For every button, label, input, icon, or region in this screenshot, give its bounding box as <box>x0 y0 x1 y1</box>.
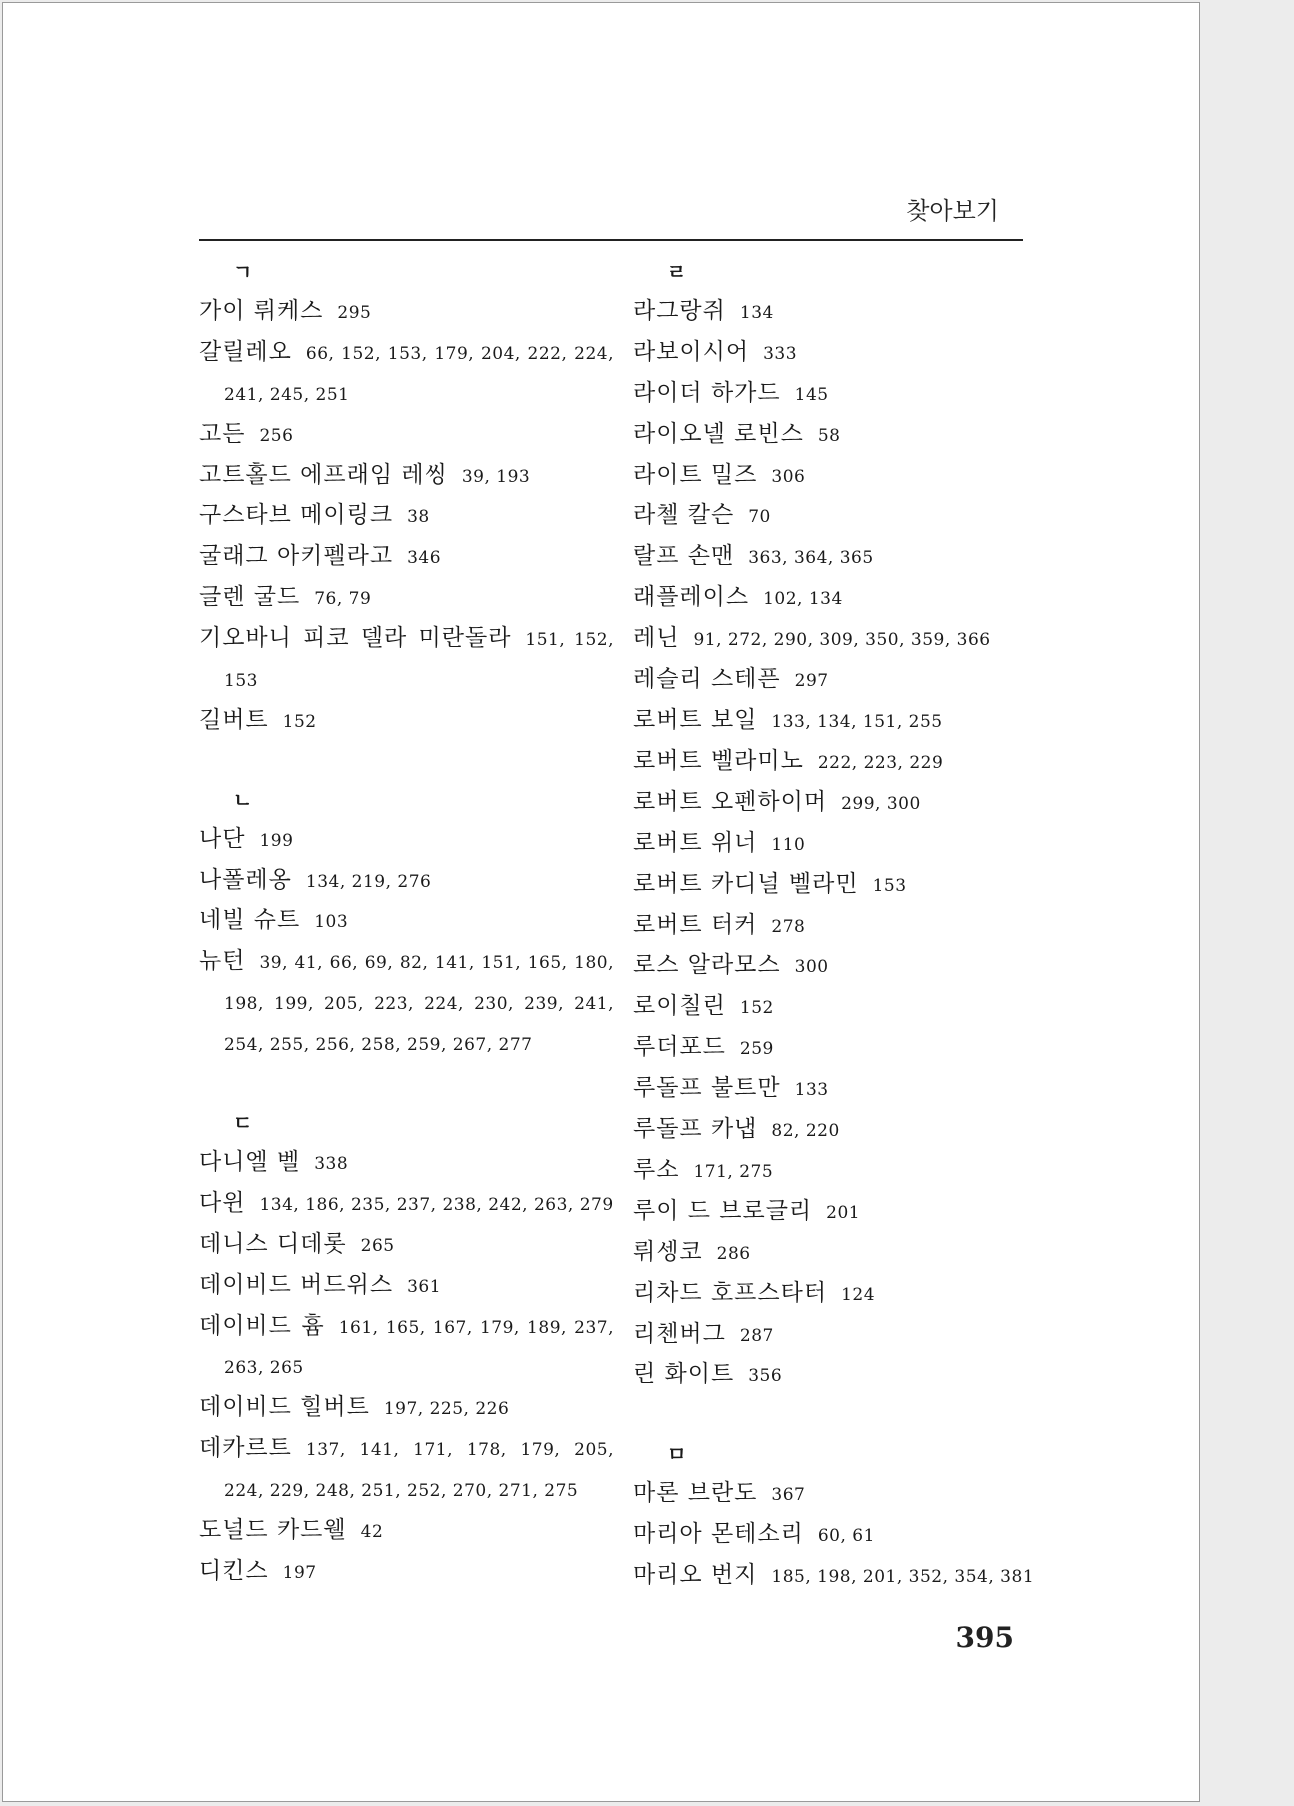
index-entry-pages: 278 <box>771 916 806 937</box>
index-entry <box>199 1511 614 1552</box>
index-entry-pages: 151, 152, 153 <box>224 630 614 692</box>
header-rule <box>199 239 1023 241</box>
index-entry-pages: 103 <box>314 912 349 933</box>
index-entry-name: 레닌 <box>633 625 680 652</box>
index-entry-pages: 295 <box>337 302 372 323</box>
index-entry-name: 데이비드 흄 <box>199 1312 325 1339</box>
index-entry-pages: 58 <box>817 425 841 446</box>
index-entry-name: 리차드 호프스타터 <box>633 1279 828 1306</box>
index-entry <box>633 742 1048 783</box>
index-entry-name: 라이트 밀즈 <box>633 461 758 488</box>
index-entry <box>199 820 614 861</box>
index-entry-pages: 287 <box>739 1325 774 1346</box>
index-entry-name: 라그랑쥐 <box>633 297 726 324</box>
index-entry-pages: 299, 300 <box>841 793 921 814</box>
index-entry-name: 로버트 터커 <box>633 911 758 938</box>
index-entry-name: 루돌프 카냅 <box>633 1116 758 1143</box>
index-group <box>199 781 614 1065</box>
index-entry-name: 나단 <box>199 825 246 852</box>
index-entry-name: 다니엘 벨 <box>199 1148 301 1175</box>
index-entry <box>633 1028 1048 1069</box>
index-letter-heading: ㄴ <box>233 787 253 812</box>
index-entry <box>633 1315 1048 1356</box>
index-entry-pages: 70 <box>748 507 771 528</box>
index-entry-pages: 76, 79 <box>314 589 372 610</box>
index-entry-name: 네빌 슈트 <box>199 907 301 934</box>
index-entry <box>199 292 614 333</box>
index-entry-name: 라이더 하가드 <box>633 379 781 406</box>
index-group <box>633 1435 1048 1597</box>
index-group <box>199 253 614 742</box>
index-entry-name: 기오바니 피코 델라 미란돌라 <box>199 625 512 652</box>
index-entry-pages: 145 <box>794 384 829 405</box>
index-entry-pages: 185, 198, 201, 352, 354, 381 <box>771 1566 1035 1587</box>
index-entry-pages: 66, 152, 153, 179, 204, 222, 224, 241, 245, 251 <box>224 343 614 405</box>
index-entry-name: 고트홀드 에프래임 레씽 <box>199 461 448 488</box>
index-entry <box>199 861 614 902</box>
index-entry-name: 리첸버그 <box>633 1320 726 1347</box>
index-entry-name: 데이비드 버드위스 <box>199 1271 394 1298</box>
index-entry-pages: 60, 61 <box>817 1526 875 1547</box>
index-entry-pages: 39, 41, 66, 69, 82, 141, 151, 165, 180, 198, 199, 205, 223, 224, 230, 239, 241, 254, 255, 256, 258, 259, 267, 277 <box>224 953 614 1056</box>
index-entry <box>199 456 614 497</box>
index-column-left <box>199 253 614 1593</box>
index-entry-name: 랄프 손맨 <box>633 543 735 570</box>
index-entry <box>633 333 1048 374</box>
index-entry-name: 로스 알라모스 <box>633 952 781 979</box>
index-entry-name: 래플레이스 <box>633 584 750 611</box>
index-entry <box>633 1110 1048 1151</box>
index-entry-name: 뤼셍코 <box>633 1238 703 1265</box>
index-entry-name: 라첼 칼슨 <box>633 502 735 529</box>
index-entry-pages: 367 <box>771 1485 806 1506</box>
index-entry-name: 루이 드 브로글리 <box>633 1197 813 1224</box>
index-entry-pages: 259 <box>739 1039 774 1060</box>
index-entry-name: 로버트 벨라미노 <box>633 747 804 774</box>
index-entry-pages: 38 <box>407 507 430 528</box>
index-entry-pages: 306 <box>771 466 806 487</box>
index-entry-name: 데카르트 <box>199 1435 292 1462</box>
index-entry-name: 루소 <box>633 1156 680 1183</box>
index-entry <box>199 1388 614 1429</box>
index-entry <box>199 578 614 619</box>
index-entry-pages: 42 <box>360 1522 384 1543</box>
index-entry <box>633 865 1048 906</box>
index-entry-pages: 82, 220 <box>771 1121 840 1142</box>
index-entry-pages: 102, 134 <box>763 589 843 610</box>
index-entry <box>199 1184 614 1225</box>
index-entry-name: 뉴턴 <box>199 948 246 975</box>
index-entry-pages: 300 <box>794 957 829 978</box>
index-entry-name: 로버트 보일 <box>633 706 758 733</box>
index-entry-name: 로버트 위너 <box>633 829 758 856</box>
index-entry-pages: 297 <box>794 671 829 692</box>
index-entry-pages: 363, 364, 365 <box>748 548 874 569</box>
index-entry <box>633 1069 1048 1110</box>
index-entry-pages: 199 <box>259 830 294 851</box>
index-entry <box>199 1143 614 1184</box>
index-entry-pages: 110 <box>771 834 806 855</box>
index-entry <box>633 456 1048 497</box>
index-entry <box>633 1515 1048 1556</box>
index-entry <box>199 942 614 1065</box>
index-entry-pages: 152 <box>282 711 317 732</box>
index-entry-pages: 256 <box>259 425 294 446</box>
index-entry <box>633 660 1048 701</box>
index-entry-name: 도널드 카드웰 <box>199 1517 347 1544</box>
index-entry-name: 레슬리 스테픈 <box>633 666 781 693</box>
index-entry-pages: 134, 219, 276 <box>305 871 432 892</box>
index-entry-pages: 152 <box>739 998 774 1019</box>
index-entry-pages: 338 <box>314 1153 349 1174</box>
index-column-right <box>633 253 1048 1597</box>
index-entry-pages: 265 <box>360 1235 395 1256</box>
index-entry-name: 라보이시어 <box>633 338 750 365</box>
index-entry-name: 고든 <box>199 420 246 447</box>
index-entry-name: 린 화이트 <box>633 1361 735 1388</box>
index-entry-pages: 222, 223, 229 <box>817 752 944 773</box>
index-entry <box>199 496 614 537</box>
index-entry-pages: 91, 272, 290, 309, 350, 359, 366 <box>693 630 991 651</box>
index-entry <box>199 333 614 415</box>
index-entry <box>633 946 1048 987</box>
index-entry <box>633 906 1048 947</box>
index-entry-name: 루돌프 불트만 <box>633 1075 781 1102</box>
index-entry-name: 디킨스 <box>199 1557 269 1584</box>
index-entry <box>633 987 1048 1028</box>
index-letter-heading: ㄹ <box>667 260 687 284</box>
index-entry-name: 로이칠린 <box>633 993 726 1020</box>
index-entry <box>633 1233 1048 1274</box>
index-entry-pages: 161, 165, 167, 179, 189, 237, 263, 265 <box>224 1317 614 1379</box>
index-letter-heading: ㄱ <box>233 260 253 284</box>
index-entry-name: 굴래그 아키펠라고 <box>199 543 394 570</box>
index-entry <box>199 1266 614 1307</box>
page-number: 395 <box>955 1621 1014 1654</box>
index-group <box>633 253 1048 1396</box>
index-letter-heading: ㅁ <box>667 1442 687 1467</box>
index-entry <box>633 578 1048 619</box>
index-entry-pages: 361 <box>407 1276 442 1297</box>
index-entry-name: 마리아 몬테소리 <box>633 1521 804 1548</box>
index-entry <box>633 783 1048 824</box>
index-entry-pages: 197 <box>282 1562 317 1583</box>
index-entry-name: 라이오넬 로빈스 <box>633 420 804 447</box>
index-entry-name: 가이 뤼케스 <box>199 297 324 324</box>
index-entry-pages: 171, 275 <box>693 1161 774 1182</box>
index-entry-name: 데니스 디데롯 <box>199 1230 347 1257</box>
index-entry <box>199 1307 614 1389</box>
index-entry <box>199 415 614 456</box>
index-entry <box>199 619 614 701</box>
index-letter-heading: ㄷ <box>233 1111 253 1135</box>
running-header-title: 찾아보기 <box>906 197 999 225</box>
index-entry <box>633 374 1048 415</box>
index-entry <box>633 1556 1048 1597</box>
index-entry <box>633 1355 1048 1396</box>
index-entry-pages: 356 <box>748 1366 783 1387</box>
index-entry <box>633 1151 1048 1192</box>
index-entry <box>199 1552 614 1593</box>
index-entry-name: 나폴레옹 <box>199 866 292 893</box>
index-entry <box>633 496 1048 537</box>
index-entry <box>633 415 1048 456</box>
index-entry <box>199 701 614 742</box>
index-entry-name: 로버트 오펜하이머 <box>633 788 828 815</box>
index-entry-pages: 153 <box>872 875 907 896</box>
index-entry-pages: 133 <box>794 1080 829 1101</box>
index-entry-pages: 39, 193 <box>461 466 531 487</box>
index-entry <box>199 537 614 578</box>
index-entry-pages: 137, 141, 171, 178, 179, 205, 224, 229, 248, 251, 252, 270, 271, 275 <box>224 1440 614 1502</box>
index-entry-name: 데이비드 힐버트 <box>199 1394 370 1421</box>
index-entry <box>199 1225 614 1266</box>
index-entry-pages: 201 <box>826 1202 861 1223</box>
index-entry <box>199 1429 614 1511</box>
index-entry-name: 다윈 <box>199 1189 246 1216</box>
index-entry-name: 글렌 굴드 <box>199 584 301 611</box>
index-entry-pages: 133, 134, 151, 255 <box>771 711 943 732</box>
index-entry <box>633 537 1048 578</box>
index-entry-pages: 346 <box>407 548 442 569</box>
index-entry <box>633 1274 1048 1315</box>
index-entry-pages: 124 <box>841 1284 876 1305</box>
index-entry <box>633 824 1048 865</box>
index-entry-name: 마리오 번지 <box>633 1561 758 1588</box>
index-group <box>199 1104 614 1593</box>
index-entry-pages: 134, 186, 235, 237, 238, 242, 263, 279 <box>259 1194 614 1215</box>
index-entry <box>633 1192 1048 1233</box>
index-entry <box>633 292 1048 333</box>
index-entry-name: 갈릴레오 <box>199 338 292 365</box>
index-entry <box>633 1474 1048 1515</box>
index-entry-pages: 134 <box>739 302 774 323</box>
index-entry-name: 루더포드 <box>633 1034 726 1061</box>
index-entry-pages: 197, 225, 226 <box>383 1399 510 1420</box>
index-entry-name: 길버트 <box>199 706 269 733</box>
index-entry <box>633 619 1048 660</box>
index-entry-name: 마론 브란도 <box>633 1480 758 1507</box>
index-entry-pages: 286 <box>716 1243 751 1264</box>
index-entry <box>633 701 1048 742</box>
index-entry-name: 구스타브 메이링크 <box>199 502 394 529</box>
book-page <box>2 2 1200 1802</box>
index-entry <box>199 901 614 942</box>
index-entry-pages: 333 <box>763 343 798 364</box>
index-entry-name: 로버트 카디널 벨라민 <box>633 870 859 897</box>
